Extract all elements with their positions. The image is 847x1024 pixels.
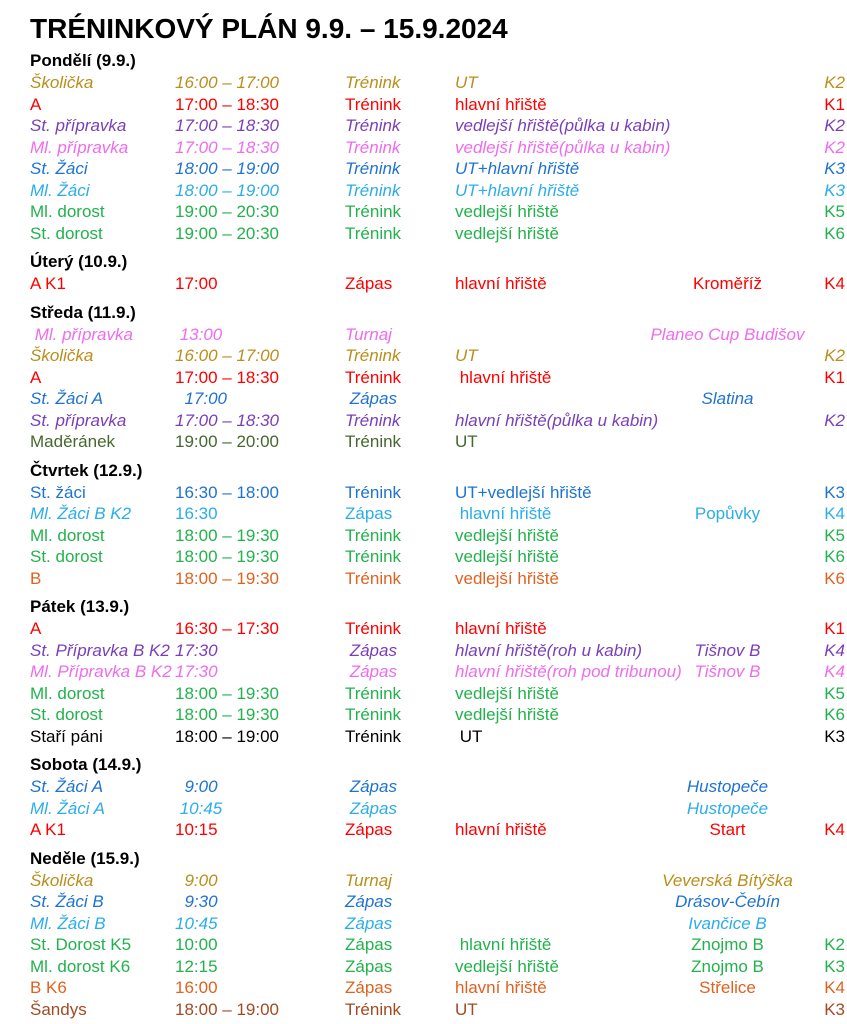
coach-code-cell: K4 xyxy=(824,662,845,681)
place-cell: vedlejší hřiště xyxy=(455,956,559,976)
event-type-cell: Turnaj xyxy=(345,324,392,344)
day-header: Pátek (13.9.) xyxy=(30,597,130,616)
day-header: Úterý (10.9.) xyxy=(30,252,128,271)
coach-code-cell: K3 xyxy=(824,999,845,1019)
place-cell: vedlejší hřiště xyxy=(455,705,559,724)
team-cell: Maděránek xyxy=(30,432,116,451)
event-type-cell: Trénink xyxy=(345,180,401,200)
time-cell: 18:00 – 19:00 xyxy=(175,999,279,1019)
day-section xyxy=(30,754,845,841)
place-cell: hlavní hřiště xyxy=(455,367,552,387)
team-cell: Ml. Žáci B K2 xyxy=(30,504,132,523)
opponent-cell: Drásov-Čebín xyxy=(675,892,780,911)
team-cell: A xyxy=(30,367,42,387)
time-cell: 17:30 xyxy=(175,640,218,660)
time-cell: 10:15 xyxy=(175,820,218,839)
schedule-row xyxy=(30,956,845,978)
event-type-cell: Trénink xyxy=(345,367,402,387)
time-cell: 10:45 xyxy=(175,798,223,818)
place-cell: vedlejší hřiště xyxy=(455,547,559,566)
coach-code-cell: K2 xyxy=(824,935,845,954)
place-cell: UT xyxy=(455,432,478,451)
place-cell: vedlejší hřiště xyxy=(455,683,559,703)
schedule-row xyxy=(30,410,845,432)
event-type-cell: Trénink xyxy=(345,432,402,451)
place-cell: UT+hlavní hřiště xyxy=(455,159,580,178)
coach-code-cell: K4 xyxy=(824,274,845,293)
place-cell: vedlejší hřiště xyxy=(455,223,559,243)
event-type-cell: Trénink xyxy=(345,619,402,638)
schedule-row xyxy=(30,618,845,640)
place-cell: UT xyxy=(455,346,478,365)
time-cell: 10:00 xyxy=(175,935,218,954)
time-cell: 16:30 – 18:00 xyxy=(175,482,279,502)
event-type-cell: Trénink xyxy=(345,137,401,157)
team-cell: Ml. Žáci xyxy=(30,180,90,200)
team-cell: St. dorost xyxy=(30,223,103,243)
time-cell: 9:00 xyxy=(175,777,218,796)
team-cell: St. Žáci B xyxy=(30,892,104,911)
place-cell: hlavní hřiště(roh pod tribunou) xyxy=(455,662,682,681)
schedule-row xyxy=(30,870,835,892)
coach-code-cell: K3 xyxy=(824,956,845,976)
event-type-cell: Trénink xyxy=(345,202,402,221)
event-type-cell: Trénink xyxy=(345,159,401,178)
event-type-cell: Trénink xyxy=(345,525,402,545)
schedule-row xyxy=(30,115,845,137)
schedule-row xyxy=(30,201,845,223)
team-cell: B xyxy=(30,568,42,588)
team-cell: St. žáci xyxy=(30,482,86,502)
coach-code-cell: K2 xyxy=(824,410,845,430)
coach-code-cell: K3 xyxy=(824,726,845,746)
event-type-cell: Trénink xyxy=(345,568,402,588)
schedule-row xyxy=(30,345,845,367)
event-type-cell: Trénink xyxy=(345,999,402,1019)
page-title: TRÉNINKOVÝ PLÁN 9.9. – 15.9.2024 xyxy=(30,13,508,44)
opponent-cell: Veverská Bítýška xyxy=(662,870,793,890)
coach-code-cell: K5 xyxy=(824,202,845,221)
time-cell: 19:00 – 20:30 xyxy=(175,223,279,243)
coach-code-cell: K3 xyxy=(824,180,845,200)
time-cell: 13:00 xyxy=(175,324,223,344)
time-cell: 17:00 – 18:30 xyxy=(175,94,279,114)
place-cell: UT+vedlejší hřiště xyxy=(455,482,592,502)
team-cell: Ml. dorost K6 xyxy=(30,956,131,976)
day-header: Pondělí (9.9.) xyxy=(30,51,136,70)
time-cell: 9:30 xyxy=(175,892,218,911)
schedule-row xyxy=(30,273,845,295)
time-cell: 18:00 – 19:30 xyxy=(175,705,279,724)
event-type-cell: Zápas xyxy=(345,274,393,293)
event-type-cell: Zápas xyxy=(345,640,397,660)
day-section xyxy=(30,50,845,244)
coach-code-cell: K1 xyxy=(824,367,845,387)
time-cell: 19:00 – 20:30 xyxy=(175,202,279,221)
place-cell: UT xyxy=(455,726,483,746)
team-cell: Ml. Žáci B xyxy=(30,913,106,933)
opponent-cell: Start xyxy=(709,820,746,839)
schedule-row xyxy=(30,525,845,547)
time-cell: 18:00 – 19:00 xyxy=(175,726,279,746)
time-cell: 10:45 xyxy=(175,913,218,933)
place-cell: vedlejší hřiště xyxy=(455,568,559,588)
place-cell: UT xyxy=(455,73,478,92)
team-cell: Ml. přípravka xyxy=(30,137,129,157)
place-cell: hlavní hřiště xyxy=(455,619,547,638)
schedule-row xyxy=(30,776,835,798)
schedule-row xyxy=(30,704,845,726)
schedule-row xyxy=(30,137,845,159)
event-type-cell: Zápas xyxy=(345,777,397,796)
time-cell: 16:00 xyxy=(175,978,218,997)
opponent-cell: Kroměříž xyxy=(693,274,762,293)
time-cell: 16:00 – 17:00 xyxy=(175,346,279,365)
coach-code-cell: K4 xyxy=(824,820,845,839)
event-type-cell: Zápas xyxy=(345,892,393,911)
day-section xyxy=(30,848,845,1021)
day-header: Sobota (14.9.) xyxy=(30,755,142,774)
schedule xyxy=(30,50,845,1020)
opponent-cell: Slatina xyxy=(701,389,754,408)
coach-code-cell: K6 xyxy=(824,568,845,588)
event-type-cell: Trénink xyxy=(345,223,402,243)
coach-code-cell: K3 xyxy=(824,482,845,502)
event-type-cell: Zápas xyxy=(345,913,393,933)
event-type-cell: Trénink xyxy=(345,726,402,746)
place-cell: hlavní hřiště(roh u kabin) xyxy=(455,640,643,660)
place-cell: vedlejší hřiště(půlka u kabin) xyxy=(455,116,671,135)
schedule-row xyxy=(30,934,845,956)
schedule-row xyxy=(30,726,845,748)
time-cell: 9:00 xyxy=(175,870,218,890)
coach-code-cell: K5 xyxy=(824,525,845,545)
team-cell: Ml. Žáci A xyxy=(30,798,105,818)
schedule-row xyxy=(30,72,845,94)
schedule-row xyxy=(30,913,835,935)
schedule-row xyxy=(30,431,835,453)
schedule-row xyxy=(30,977,845,999)
team-cell: St. Žáci A xyxy=(30,777,104,796)
team-cell: Ml. Přípravka B K2 xyxy=(30,662,172,681)
opponent-cell: Hustopeče xyxy=(686,798,769,818)
event-type-cell: Zápas xyxy=(345,798,397,818)
time-cell: 16:30 xyxy=(175,504,218,523)
time-cell: 18:00 – 19:30 xyxy=(175,568,279,588)
opponent-cell: Střelice xyxy=(699,978,756,997)
team-cell: St. Přípravka B K2 xyxy=(30,640,170,660)
team-cell: Školička xyxy=(30,73,94,92)
time-cell: 16:00 – 17:00 xyxy=(175,73,279,92)
schedule-row xyxy=(30,568,845,590)
place-cell: vedlejší hřiště(půlka u kabin) xyxy=(455,137,671,157)
team-cell: Staří páni xyxy=(30,726,103,746)
day-section xyxy=(30,596,845,747)
coach-code-cell: K2 xyxy=(824,116,845,135)
team-cell: Ml. přípravka xyxy=(30,324,133,344)
coach-code-cell: K1 xyxy=(824,619,845,638)
schedule-row xyxy=(30,180,845,202)
schedule-row xyxy=(30,999,845,1021)
event-type-cell: Zápas xyxy=(345,935,393,954)
time-cell: 18:00 – 19:30 xyxy=(175,547,279,566)
day-section xyxy=(30,302,845,453)
event-type-cell: Trénink xyxy=(345,116,401,135)
day-header: Čtvrtek (12.9.) xyxy=(30,460,143,480)
time-cell: 17:00 – 18:30 xyxy=(175,367,279,387)
opponent-cell: Znojmo B xyxy=(691,935,764,954)
coach-code-cell: K3 xyxy=(824,159,845,178)
place-cell: hlavní hřiště xyxy=(455,274,547,293)
team-cell: Ml. dorost xyxy=(30,683,105,703)
opponent-cell: Tišnov B xyxy=(694,662,761,681)
opponent-cell: Tišnov B xyxy=(694,640,761,660)
opponent-cell: Hustopeče xyxy=(686,777,769,796)
coach-code-cell: K2 xyxy=(824,137,845,157)
event-type-cell: Zápas xyxy=(345,978,393,997)
coach-code-cell: K6 xyxy=(824,705,845,724)
team-cell: A K1 xyxy=(30,274,66,293)
time-cell: 16:30 – 17:30 xyxy=(175,619,279,638)
coach-code-cell: K4 xyxy=(824,504,845,523)
place-cell: hlavní hřiště xyxy=(455,504,552,523)
schedule-row xyxy=(30,388,835,410)
time-cell: 18:00 – 19:00 xyxy=(175,180,279,200)
place-cell: hlavní hřiště xyxy=(455,935,552,954)
event-type-cell: Zápas xyxy=(345,820,393,839)
event-type-cell: Turnaj xyxy=(345,870,392,890)
place-cell: UT+hlavní hřiště xyxy=(455,180,580,200)
day-header: Neděle (15.9.) xyxy=(30,848,140,868)
event-type-cell: Trénink xyxy=(345,410,401,430)
team-cell: St. dorost xyxy=(30,547,103,566)
team-cell: Školička xyxy=(30,870,94,890)
schedule-row xyxy=(30,482,845,504)
event-type-cell: Trénink xyxy=(345,73,401,92)
opponent-cell: Popůvky xyxy=(694,504,761,523)
schedule-row xyxy=(30,158,845,180)
time-cell: 17:30 xyxy=(175,662,218,681)
time-cell: 18:00 – 19:30 xyxy=(175,683,279,703)
coach-code-cell: K2 xyxy=(824,73,845,92)
schedule-row xyxy=(30,819,845,841)
team-cell: St. dorost xyxy=(30,705,103,724)
opponent-cell: Ivančice B xyxy=(688,913,767,933)
schedule-row xyxy=(30,683,845,705)
coach-code-cell: K6 xyxy=(824,547,845,566)
team-cell: A K1 xyxy=(30,820,66,839)
time-cell: 19:00 – 20:00 xyxy=(175,432,279,451)
team-cell: A xyxy=(30,619,42,638)
coach-code-cell: K6 xyxy=(824,223,845,243)
place-cell: hlavní hřiště xyxy=(455,978,547,997)
opponent-cell: Planeo Cup Budišov xyxy=(650,324,805,344)
day-header: Středa (11.9.) xyxy=(30,302,136,322)
event-type-cell: Zápas xyxy=(345,956,393,976)
team-cell: St. Žáci xyxy=(30,159,88,178)
place-cell: hlavní hřiště xyxy=(455,820,547,839)
time-cell: 17:00 xyxy=(175,389,227,408)
event-type-cell: Trénink xyxy=(345,547,402,566)
schedule-row xyxy=(30,223,845,245)
schedule-row xyxy=(30,94,845,116)
coach-code-cell: K1 xyxy=(824,94,845,114)
schedule-row xyxy=(30,367,845,389)
opponent-cell: Znojmo B xyxy=(691,956,764,976)
team-cell: St. přípravka xyxy=(30,410,127,430)
time-cell: 18:00 – 19:30 xyxy=(175,525,279,545)
coach-code-cell: K2 xyxy=(824,346,845,365)
event-type-cell: Trénink xyxy=(345,705,402,724)
time-cell: 17:00 – 18:30 xyxy=(175,410,279,430)
event-type-cell: Zápas xyxy=(345,504,393,523)
coach-code-cell: K5 xyxy=(824,683,845,703)
team-cell: B K6 xyxy=(30,978,67,997)
event-type-cell: Trénink xyxy=(345,482,402,502)
place-cell: vedlejší hřiště xyxy=(455,202,559,221)
time-cell: 17:00 – 18:30 xyxy=(175,116,279,135)
schedule-row xyxy=(30,640,845,662)
time-cell: 17:00 – 18:30 xyxy=(175,137,279,157)
time-cell: 17:00 xyxy=(175,274,218,293)
place-cell: hlavní hřiště(půlka u kabin) xyxy=(455,410,659,430)
day-section xyxy=(30,460,845,590)
coach-code-cell: K4 xyxy=(824,978,845,997)
event-type-cell: Trénink xyxy=(345,346,401,365)
schedule-row xyxy=(30,546,845,568)
day-section xyxy=(30,251,845,295)
schedule-row xyxy=(30,798,835,820)
schedule-row xyxy=(30,891,835,913)
team-cell: Ml. dorost xyxy=(30,202,105,221)
team-cell: Školička xyxy=(30,346,94,365)
time-cell: 18:00 – 19:00 xyxy=(175,159,279,178)
team-cell: Šandys xyxy=(30,999,87,1019)
team-cell: St. přípravka xyxy=(30,116,127,135)
schedule-row xyxy=(30,324,835,346)
schedule-row xyxy=(30,661,845,683)
event-type-cell: Zápas xyxy=(345,662,397,681)
schedule-row xyxy=(30,503,845,525)
place-cell: vedlejší hřiště xyxy=(455,525,559,545)
place-cell: hlavní hřiště xyxy=(455,94,547,114)
place-cell: UT xyxy=(455,999,478,1019)
event-type-cell: Trénink xyxy=(345,94,402,114)
team-cell: St. Dorost K5 xyxy=(30,935,132,954)
team-cell: A xyxy=(30,94,42,114)
coach-code-cell: K4 xyxy=(824,640,845,660)
event-type-cell: Trénink xyxy=(345,683,402,703)
team-cell: St. Žáci A xyxy=(30,389,104,408)
event-type-cell: Zápas xyxy=(345,389,397,408)
team-cell: Ml. dorost xyxy=(30,525,105,545)
time-cell: 12:15 xyxy=(175,956,218,976)
